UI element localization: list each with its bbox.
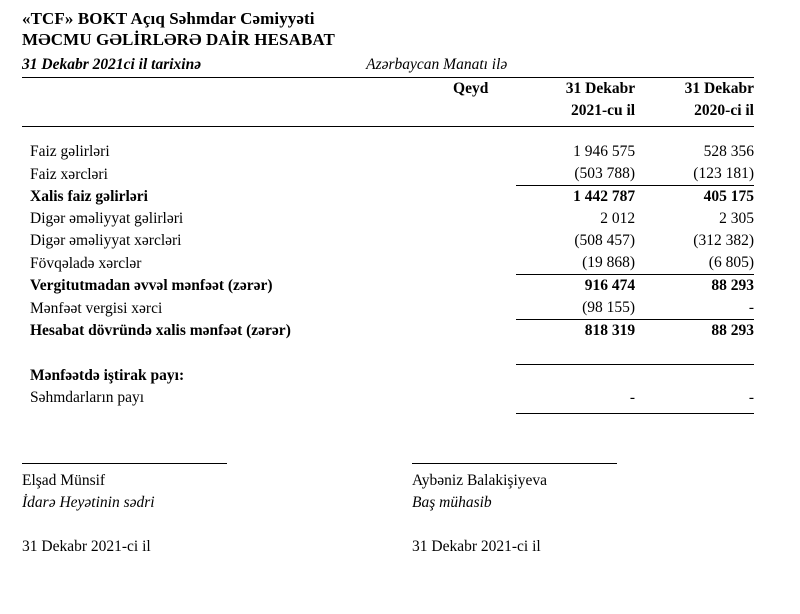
signatory-name-left: Elşad Münsif xyxy=(22,472,106,489)
table-header-row-1 xyxy=(22,78,754,100)
header-label xyxy=(22,78,425,100)
row-note xyxy=(425,297,516,320)
table-row xyxy=(22,208,754,230)
row-col1: (503 788) xyxy=(574,165,636,182)
participation-row-label: Səhmdarların payı xyxy=(30,388,145,406)
signature-block xyxy=(22,463,762,558)
participation-bottom-rule xyxy=(22,409,754,414)
row-col1: 818 319 xyxy=(516,320,635,343)
prule-cell-4 xyxy=(635,409,754,414)
header-note: Qeyd xyxy=(453,80,489,97)
row-col2: (312 382) xyxy=(693,232,754,249)
participation-header-row xyxy=(22,365,754,387)
row-col2: 88 293 xyxy=(635,275,754,298)
row-col2: (123 181) xyxy=(693,165,754,182)
table-row xyxy=(22,141,754,163)
row-col1: (508 457) xyxy=(574,232,636,249)
signatory-role-right: Baş mühasib xyxy=(412,494,492,511)
row-col2: - xyxy=(748,299,754,316)
currency-note: Azərbaycan Manatı ilə xyxy=(366,56,508,73)
row-col2: 528 356 xyxy=(703,143,754,160)
participation-row xyxy=(22,387,754,409)
signature-line-left xyxy=(22,463,227,464)
row-note xyxy=(425,186,516,209)
table-row xyxy=(22,163,754,186)
signature-left xyxy=(22,463,362,558)
spacer xyxy=(22,127,754,142)
row-label: Hesabat dövründə xalis mənfəət (zərər) xyxy=(30,322,291,339)
participation-col2: - xyxy=(748,388,754,406)
row-note xyxy=(425,275,516,298)
header-col1-line1: 31 Dekabr xyxy=(565,80,636,97)
row-col2: 405 175 xyxy=(635,186,754,209)
participation-rule-col1 xyxy=(516,365,635,387)
table-header-row-2 xyxy=(22,100,754,122)
row-col2: (6 805) xyxy=(708,254,754,271)
signature-line-right xyxy=(412,463,617,464)
table-row-total xyxy=(22,320,754,343)
row-col1: (19 868) xyxy=(582,254,636,271)
participation-row-note xyxy=(425,387,516,409)
row-label: Xalis faiz gəlirləri xyxy=(30,188,148,205)
table-row-subtotal xyxy=(22,186,754,209)
header-col1-line2: 2021-cu il xyxy=(570,102,636,119)
signatory-name-right: Aybəniz Balakişiyeva xyxy=(412,472,548,489)
as-of-date: 31 Dekabr 2021ci il tarixinə xyxy=(22,56,202,73)
prule-cell-3 xyxy=(516,409,635,414)
row-note xyxy=(425,163,516,186)
table-body xyxy=(22,78,754,413)
table-row-subtotal xyxy=(22,275,754,298)
document-header xyxy=(22,8,800,50)
table-row xyxy=(22,297,754,320)
row-label: Faiz xərcləri xyxy=(30,165,108,183)
row-label: Digər əməliyyat xərcləri xyxy=(30,232,182,249)
row-note xyxy=(425,208,516,230)
table-row xyxy=(22,252,754,275)
header-note-blank xyxy=(425,100,516,122)
table-row xyxy=(22,230,754,252)
row-label: Digər əməliyyat gəlirləri xyxy=(30,210,184,227)
row-col2: 88 293 xyxy=(635,320,754,343)
header-col2-line1: 31 Dekabr xyxy=(684,80,754,97)
participation-note xyxy=(425,365,516,387)
signature-date-right: 31 Dekabr 2021-ci il xyxy=(412,538,541,555)
prule-cell-2 xyxy=(425,409,516,414)
signature-right xyxy=(412,463,752,558)
row-label: Fövqəladə xərclər xyxy=(30,254,142,272)
header-col2-line2: 2020-ci il xyxy=(694,102,754,119)
row-note xyxy=(425,320,516,343)
row-col1: 2 012 xyxy=(600,210,636,227)
row-col1: (98 155) xyxy=(582,299,636,316)
row-note xyxy=(425,252,516,275)
signatory-role-left: İdarə Heyətinin sədri xyxy=(22,494,155,511)
signature-columns xyxy=(22,463,762,558)
section-gap xyxy=(22,342,754,365)
participation-label: Mənfəətdə iştirak payı: xyxy=(30,366,185,384)
section-gap-cell xyxy=(22,342,754,365)
subtitle-row xyxy=(22,56,754,78)
prule-cell-1 xyxy=(22,409,425,414)
row-note xyxy=(425,230,516,252)
row-label: Mənfəət vergisi xərci xyxy=(30,299,163,317)
header-label-blank xyxy=(22,100,425,122)
document-page xyxy=(0,8,800,614)
row-col1: 916 474 xyxy=(516,275,635,298)
row-col2: 2 305 xyxy=(719,210,754,227)
company-name: «TCF» BOKT Açıq Səhmdar Cəmiyyəti xyxy=(22,9,315,28)
row-note xyxy=(425,141,516,163)
signature-date-left: 31 Dekabr 2021-ci il xyxy=(22,538,151,555)
row-col1: 1 442 787 xyxy=(516,186,635,209)
row-col1: 1 946 575 xyxy=(573,143,636,160)
participation-rule-col2 xyxy=(635,365,754,387)
participation-col1: - xyxy=(629,388,636,406)
financial-table xyxy=(22,78,754,414)
spacer-cell xyxy=(22,127,754,142)
row-label: Faiz gəlirləri xyxy=(30,143,110,160)
row-label: Vergitutmadan əvvəl mənfəət (zərər) xyxy=(30,277,273,294)
statement-title: MƏCMU GƏLİRLƏRƏ DAİR HESABAT xyxy=(22,30,335,49)
